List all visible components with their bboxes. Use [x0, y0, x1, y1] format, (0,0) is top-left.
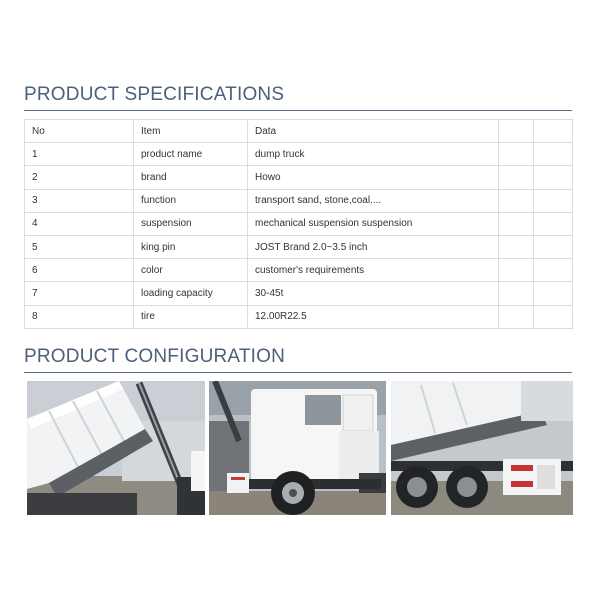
table-row — [25, 305, 573, 328]
row-data: mechanical suspension suspension — [248, 212, 499, 235]
empty-cell — [534, 166, 573, 189]
table-row — [25, 259, 573, 282]
empty-cell — [534, 212, 573, 235]
row-number: 1 — [25, 143, 134, 166]
table-header-row — [25, 120, 573, 143]
row-number: 6 — [25, 259, 134, 282]
empty-cell — [534, 305, 573, 328]
empty-cell — [534, 235, 573, 258]
configuration-title: PRODUCT CONFIGURATION — [24, 346, 286, 367]
row-item: king pin — [134, 235, 248, 258]
table-row — [25, 143, 573, 166]
row-item: loading capacity — [134, 282, 248, 305]
row-item: function — [134, 189, 248, 212]
title-divider — [24, 372, 572, 373]
row-number: 2 — [25, 166, 134, 189]
empty-cell — [499, 305, 534, 328]
row-number: 8 — [25, 305, 134, 328]
title-divider — [24, 110, 572, 111]
table-row — [25, 212, 573, 235]
rear-axles-photo — [391, 381, 573, 515]
row-data: 30-45t — [248, 282, 499, 305]
row-item: tire — [134, 305, 248, 328]
empty-cell — [534, 189, 573, 212]
row-data: JOST Brand 2.0~3.5 inch — [248, 235, 499, 258]
table-row — [25, 235, 573, 258]
row-data: customer's requirements — [248, 259, 499, 282]
row-number: 3 — [25, 189, 134, 212]
column-header-no: No — [25, 120, 134, 143]
table-row — [25, 166, 573, 189]
row-data: Howo — [248, 166, 499, 189]
empty-cell — [499, 143, 534, 166]
specifications-title: PRODUCT SPECIFICATIONS — [24, 84, 285, 105]
row-item: product name — [134, 143, 248, 166]
row-data: 12.00R22.5 — [248, 305, 499, 328]
empty-cell — [499, 259, 534, 282]
empty-cell — [534, 143, 573, 166]
row-number: 4 — [25, 212, 134, 235]
table-row — [25, 189, 573, 212]
column-header-empty — [534, 120, 573, 143]
empty-cell — [499, 235, 534, 258]
specifications-table — [24, 119, 573, 329]
empty-cell — [499, 282, 534, 305]
column-header-empty — [499, 120, 534, 143]
empty-cell — [499, 212, 534, 235]
raised-dump-body-photo — [27, 381, 205, 515]
empty-cell — [534, 282, 573, 305]
row-data: dump truck — [248, 143, 499, 166]
column-header-item: Item — [134, 120, 248, 143]
row-number: 5 — [25, 235, 134, 258]
row-data: transport sand, stone,coal.... — [248, 189, 499, 212]
empty-cell — [499, 166, 534, 189]
row-item: brand — [134, 166, 248, 189]
row-number: 7 — [25, 282, 134, 305]
table-row — [25, 282, 573, 305]
truck-cab-photo — [209, 381, 386, 515]
column-header-data: Data — [248, 120, 499, 143]
row-item: suspension — [134, 212, 248, 235]
empty-cell — [534, 259, 573, 282]
configuration-photo-strip — [27, 381, 573, 515]
row-item: color — [134, 259, 248, 282]
empty-cell — [499, 189, 534, 212]
